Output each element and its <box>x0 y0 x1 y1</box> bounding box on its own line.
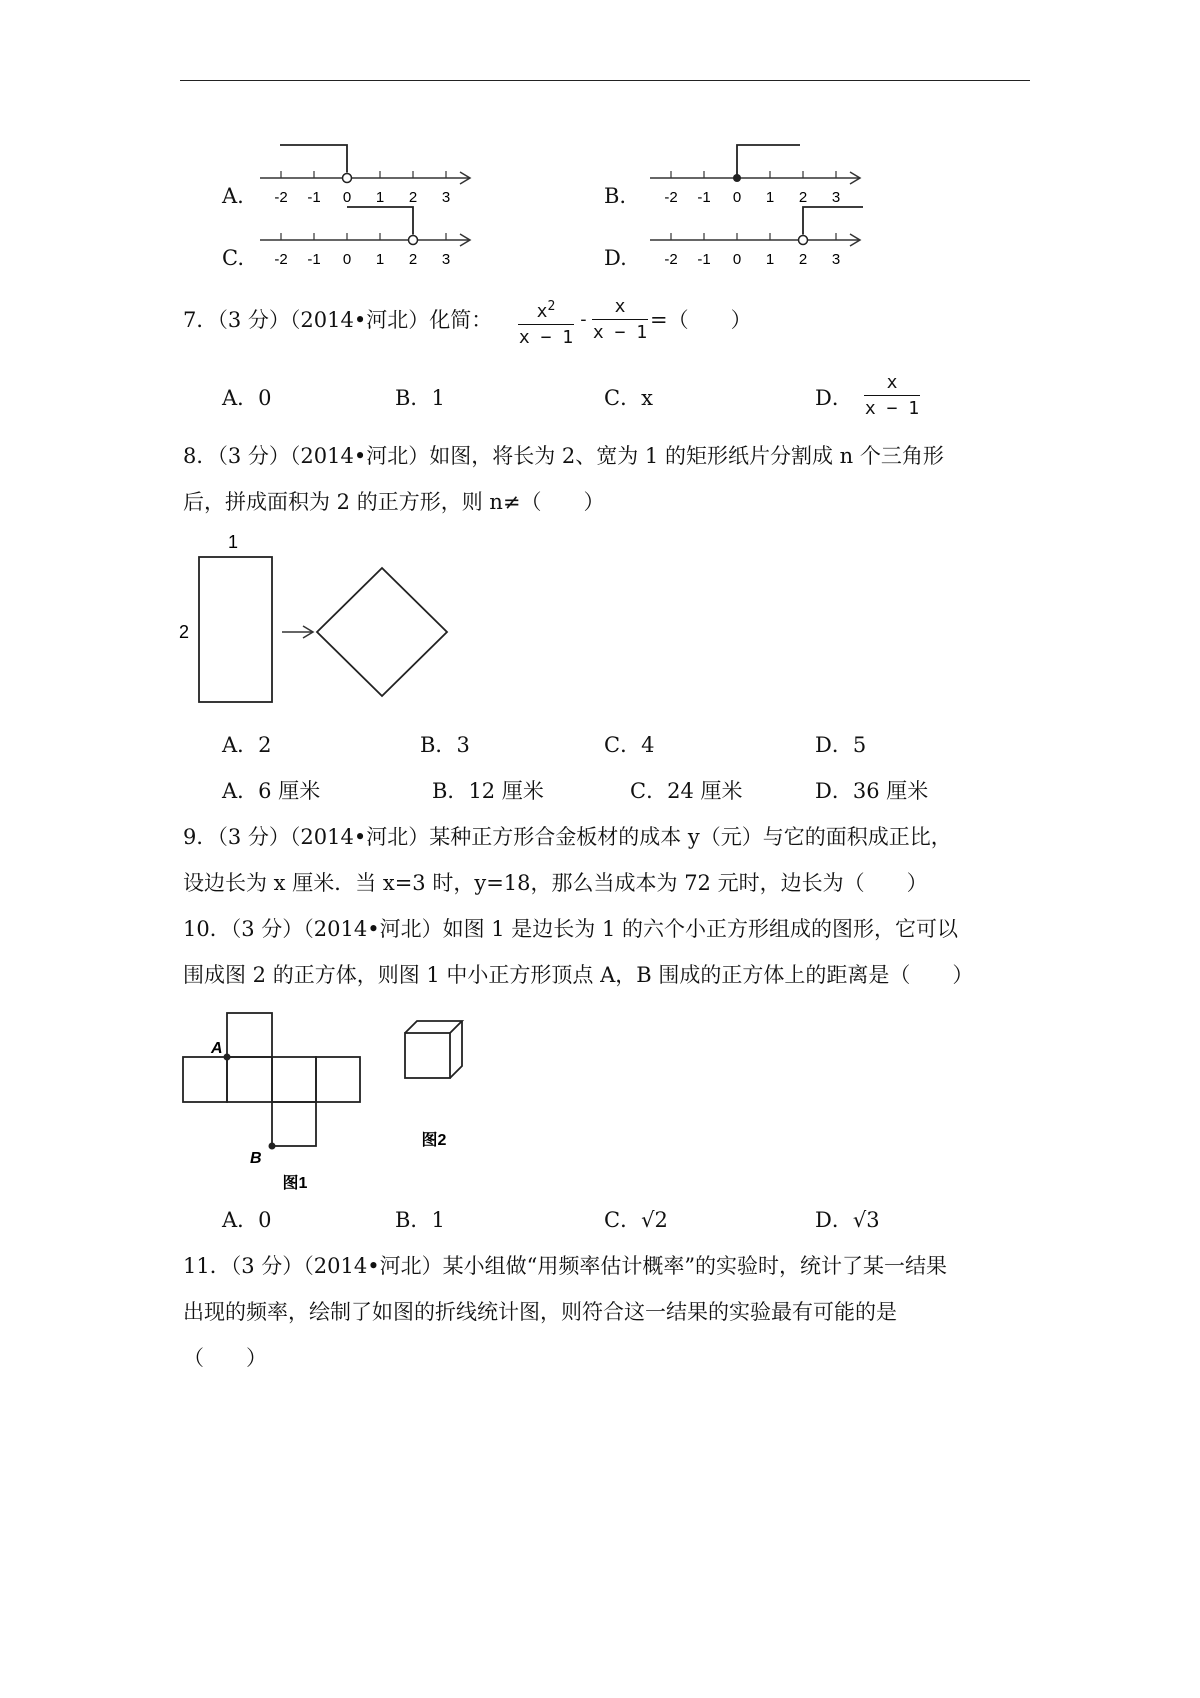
q7-option-c <box>604 382 653 412</box>
option-value: 1 <box>431 386 445 410</box>
figure-1-caption: 图1 <box>282 1175 308 1192</box>
axis-line <box>650 172 860 184</box>
option-label: C． <box>604 386 642 410</box>
q7-minus-sign: - <box>578 309 589 330</box>
option-label: C． <box>630 779 668 803</box>
option-label: A． <box>222 779 259 803</box>
tick-label: 3 <box>831 189 841 206</box>
open-circle-0 <box>343 174 352 183</box>
q6-option-c-label: C. <box>222 246 244 270</box>
tick-label: 2 <box>408 251 418 268</box>
q7-fraction-1 <box>518 296 574 349</box>
tick-label: 2 <box>408 189 418 206</box>
q7-frac1-numerator: x <box>536 301 548 322</box>
tick-label: -1 <box>697 189 711 206</box>
option-value: x <box>641 386 653 410</box>
rectangle <box>199 557 272 702</box>
option-value: √3 <box>852 1208 880 1232</box>
tick-label: 3 <box>441 251 451 268</box>
tick-label: 2 <box>798 189 808 206</box>
tick-label: 3 <box>831 251 841 268</box>
open-circle-2 <box>799 236 808 245</box>
q10-stem-line-1: 10．（3 分）（2014•河北）如图 1 是边长为 1 的六个小正方形组成的图形，它可以 <box>183 917 959 941</box>
tick-label: 3 <box>441 189 451 206</box>
q7-option-b <box>395 382 445 412</box>
q9-option-d <box>815 775 928 805</box>
option-label: D． <box>815 1208 853 1232</box>
q9-option-c <box>630 775 742 805</box>
cube-icon <box>405 1021 462 1078</box>
rect-width-label: 1 <box>227 532 239 552</box>
q7-frac2-denominator: x − 1 <box>592 322 648 343</box>
ray-right-of-2 <box>803 207 863 234</box>
q9-option-b <box>432 775 544 805</box>
tick-label: 0 <box>342 251 352 268</box>
option-label: D． <box>815 779 853 803</box>
fraction-numerator: x <box>886 372 898 393</box>
square-diamond <box>317 568 447 696</box>
tick-label: 0 <box>732 189 742 206</box>
option-label: C． <box>604 733 642 757</box>
q10-figure <box>175 1005 475 1195</box>
q7-frac2-numerator: x <box>614 296 626 317</box>
tick-label: -2 <box>274 251 288 268</box>
q6-number-line-a <box>255 140 485 210</box>
option-value: 12 厘米 <box>468 779 544 803</box>
q9-option-a <box>222 775 320 805</box>
point-b-label: B <box>250 1150 262 1167</box>
q7-stem-prefix: 7．（3 分）（2014•河北）化简： <box>183 308 493 332</box>
axis-line <box>260 234 470 246</box>
q6-option-d-label: D. <box>604 246 627 270</box>
q10-option-b <box>395 1204 445 1234</box>
q7-frac1-denominator: x − 1 <box>518 327 574 348</box>
cube-net <box>183 1013 360 1146</box>
ray-right-of-0 <box>737 145 800 178</box>
q10-option-d <box>815 1204 880 1234</box>
option-value: 0 <box>258 1208 272 1232</box>
q10-option-a <box>222 1204 272 1234</box>
q7-option-a <box>222 382 272 412</box>
point-a-label: A <box>211 1040 223 1057</box>
q8-stem-line-1: 8．（3 分）（2014•河北）如图，将长为 2、宽为 1 的矩形纸片分割成 n 个三角形 <box>183 444 944 468</box>
option-label: B． <box>395 386 432 410</box>
option-value: 0 <box>258 386 272 410</box>
q8-option-b <box>420 729 470 759</box>
q8-option-c <box>604 729 654 759</box>
option-value: 36 厘米 <box>852 779 929 803</box>
option-value: 6 厘米 <box>258 779 321 803</box>
q10-stem-line-2: 围成图 2 的正方体，则图 1 中小正方形顶点 A，B 围成的正方体上的距离是（ ） <box>183 963 974 987</box>
option-label: B． <box>432 779 469 803</box>
q7-stem-suffix: =（ ） <box>650 308 752 332</box>
open-circle-2 <box>409 236 418 245</box>
q7-option-d-label: D． <box>815 386 853 410</box>
option-label: A． <box>222 386 259 410</box>
option-value: 5 <box>852 733 867 757</box>
option-label: A． <box>222 733 259 757</box>
q10-option-c <box>604 1204 668 1234</box>
option-value: 3 <box>456 733 470 757</box>
option-value: 24 厘米 <box>667 779 743 803</box>
tick-label: 0 <box>342 189 352 206</box>
tick-label: 1 <box>765 189 775 206</box>
point-a-dot <box>224 1054 231 1061</box>
q9-stem-line-2: 设边长为 x 厘米．当 x=3 时，y=18，那么当成本为 72 元时，边长为（ ） <box>183 871 928 895</box>
q8-option-a <box>222 729 272 759</box>
q8-figure <box>175 528 465 708</box>
q11-stem-line-2: 出现的频率，绘制了如图的折线统计图，则符合这一结果的实验最有可能的是 <box>183 1300 897 1324</box>
tick-label: 0 <box>732 251 742 268</box>
option-value: 1 <box>431 1208 445 1232</box>
q6-number-line-b <box>645 140 875 210</box>
closed-dot-0 <box>733 174 741 182</box>
point-b-dot <box>269 1143 276 1150</box>
option-label: D． <box>815 733 853 757</box>
option-label: B． <box>395 1208 432 1232</box>
q6-option-b-label: B. <box>604 184 627 208</box>
q11-stem-line-1: 11．（3 分）（2014•河北）某小组做“用频率估计概率”的实验时，统计了某一结果 <box>183 1254 948 1278</box>
option-label: A． <box>222 1208 259 1232</box>
ray-left-of-0 <box>280 145 347 172</box>
axis-line <box>260 172 470 184</box>
tick-label: -1 <box>307 189 321 206</box>
q8-option-d <box>815 729 866 759</box>
q11-stem-line-3: （ ） <box>183 1346 267 1370</box>
q7-frac1-exponent: 2 <box>547 299 556 314</box>
tick-label: -2 <box>664 189 678 206</box>
tick-label: -1 <box>307 251 321 268</box>
header-rule <box>180 80 1030 81</box>
tick-label: -2 <box>274 189 288 206</box>
rect-height-label: 2 <box>179 622 190 642</box>
fraction-denominator: x − 1 <box>864 398 920 419</box>
q6-number-line-d <box>645 202 875 272</box>
q8-stem-line-2: 后，拼成面积为 2 的正方形，则 n≠（ ） <box>183 490 605 514</box>
q9-stem-line-1: 9．（3 分）（2014•河北）某种正方形合金板材的成本 y（元）与它的面积成正比， <box>183 825 952 849</box>
tick-label: 1 <box>375 189 385 206</box>
option-label: C． <box>604 1208 642 1232</box>
q7-fraction-2 <box>592 296 648 344</box>
axis-line <box>650 234 860 246</box>
arrow-icon <box>282 626 313 638</box>
tick-label: 1 <box>375 251 385 268</box>
tick-label: -2 <box>664 251 678 268</box>
tick-label: 1 <box>765 251 775 268</box>
option-value: √2 <box>641 1208 668 1232</box>
option-value: 4 <box>641 733 655 757</box>
ray-left-of-2 <box>347 207 413 234</box>
option-value: 2 <box>258 733 272 757</box>
figure-2-caption: 图2 <box>421 1132 447 1149</box>
q6-option-a-label: A. <box>222 184 244 208</box>
q6-number-line-c <box>255 202 485 272</box>
q7-option-d-fraction <box>864 372 920 420</box>
tick-label: 2 <box>798 251 808 268</box>
tick-label: -1 <box>697 251 711 268</box>
option-label: B． <box>420 733 457 757</box>
